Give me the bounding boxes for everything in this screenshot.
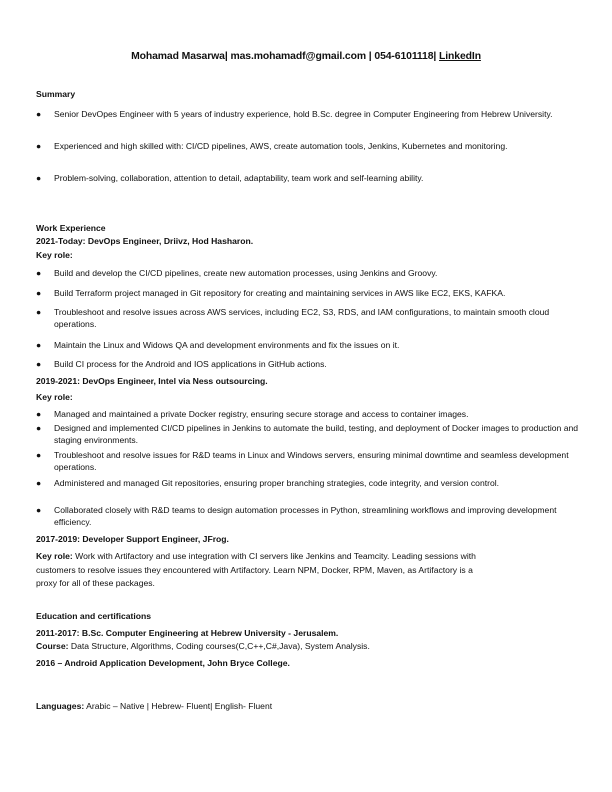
education-heading: Education and certifications: [36, 611, 152, 621]
course-line: [36, 641, 370, 651]
key-role-label: Key role:: [36, 551, 73, 561]
separator: |: [433, 51, 440, 62]
course-label: Course:: [36, 641, 69, 651]
job-title: 2017-2019: Developer Support Engineer, JFrog.: [36, 534, 229, 544]
bullet-icon: ●: [36, 173, 42, 183]
separator: |: [224, 51, 231, 62]
job-bullet-text: Build Terraform project managed in Git repository for creating and maintaining services in AWS like EC2, EKS, KAFKA.: [54, 288, 506, 298]
job-bullet-text: Troubleshoot and resolve issues across AWS services, including EC2, S3, RDS, and IAM configurations, to maintain smooth cloud operations.: [54, 307, 550, 329]
job-bullet-text: Collaborated closely with R&D teams to design automation processes in Python, streamlining workflows and improving development efficiency.: [54, 505, 557, 527]
bullet-icon: ●: [36, 141, 42, 151]
bullet-icon: ●: [36, 109, 42, 119]
languages-text: Arabic – Native | Hebrew- Fluent| English- Fluent: [84, 701, 273, 711]
certification: 2016 – Android Application Development, John Bryce College.: [36, 658, 290, 668]
separator: |: [366, 51, 375, 62]
key-role-label: Key role:: [36, 250, 73, 260]
bullet-icon: ●: [36, 450, 42, 460]
languages-line: [36, 701, 272, 711]
job-title: 2019-2021: DevOps Engineer, Intel via Ness outsourcing.: [36, 376, 268, 386]
key-role-line: [36, 551, 476, 561]
job-title: 2021-Today: DevOps Engineer, Driivz, Hod Hasharon.: [36, 236, 254, 246]
bullet-icon: ●: [36, 505, 42, 515]
key-role-line: proxy for all of these packages.: [36, 578, 155, 588]
key-role-line: customers to resolve issues they encountered with Artifactory. Learn NPM, Docker, RPM, Maven, as Artifactory is a: [36, 565, 473, 575]
full-name: Mohamad Masarwa: [131, 51, 225, 62]
work-heading: Work Experience: [36, 223, 106, 233]
job-bullet-text: Build and develop the CI/CD pipelines, create new automation processes, using Jenkins and Groovy.: [54, 268, 438, 278]
bullet-icon: ●: [36, 340, 42, 350]
bullet-icon: ●: [36, 307, 42, 317]
phone: 054-6101118: [374, 51, 434, 62]
job-bullet-text: Designed and implemented CI/CD pipelines in Jenkins to automate the build, testing, and deployment of Docker images to production and staging environments.: [54, 423, 579, 445]
bullet-icon: ●: [36, 409, 42, 419]
degree: 2011-2017: B.Sc. Computer Engineering at Hebrew University - Jerusalem.: [36, 628, 339, 638]
summary-bullet-text: Senior DevOpes Engineer with 5 years of industry experience, hold B.Sc. degree in Computer Engineering from Hebrew University.: [54, 109, 553, 119]
summary-bullet-text: Problem-solving, collaboration, attention to detail, adaptability, team work and self-learning ability.: [54, 173, 424, 183]
job-bullet-text: Maintain the Linux and Widows QA and development environments and fix the issues on it.: [54, 340, 400, 350]
bullet-icon: ●: [36, 359, 42, 369]
linkedin-link[interactable]: LinkedIn: [439, 51, 481, 62]
summary-bullet-text: Experienced and high skilled with: CI/CD pipelines, AWS, create automation tools, Jenkins, Kubernetes and monitoring.: [54, 141, 508, 151]
job-bullet-text: Administered and managed Git repositories, ensuring proper branching strategies, code integrity, and version control.: [54, 478, 500, 488]
email[interactable]: mas.mohamadf@gmail.com: [230, 51, 366, 62]
course-text: Data Structure, Algorithms, Coding courses(C,C++,C#,Java), System Analysis.: [68, 641, 370, 651]
job-bullet-text: Troubleshoot and resolve issues for R&D teams in Linux and Windows servers, ensuring minimal downtime and seamless development operations.: [54, 450, 569, 472]
key-role-text: Work with Artifactory and use integration with CI servers like Jenkins and Teamcity. Leading sessions with: [72, 551, 476, 561]
bullet-icon: ●: [36, 423, 42, 433]
key-role-label: Key role:: [36, 392, 73, 402]
contact-header: [0, 51, 612, 62]
bullet-icon: ●: [36, 288, 42, 298]
job-bullet-text: Build CI process for the Android and IOS applications in GitHub actions.: [54, 359, 327, 369]
bullet-icon: ●: [36, 478, 42, 488]
bullet-icon: ●: [36, 268, 42, 278]
summary-heading: Summary: [36, 89, 76, 99]
languages-label: Languages:: [36, 701, 85, 711]
job-bullet-text: Managed and maintained a private Docker registry, ensuring secure storage and access to container images.: [54, 409, 469, 419]
